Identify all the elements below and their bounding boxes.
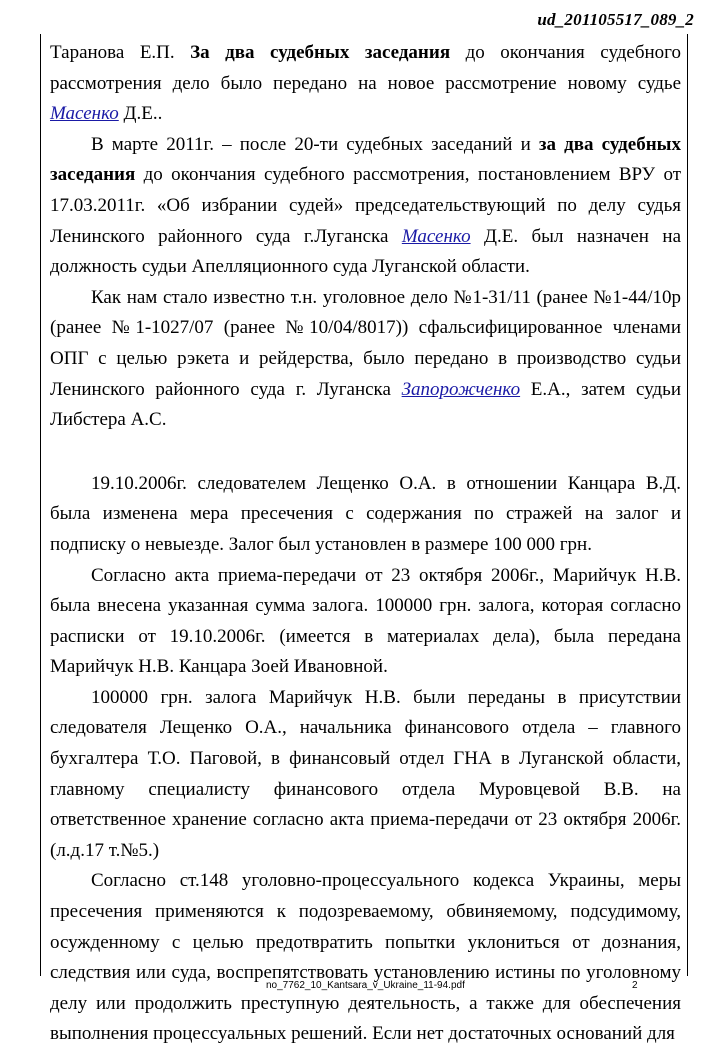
name-link[interactable]: Масенко bbox=[401, 225, 471, 247]
text-run: Как нам стало известно т.н. уголовное дело №1-31/11 (ранее №1-44/10р (ранее №1-1027/07 (ранее №10/04/8017)) сфальсифицированное членами ОПГ с целью рэкета и рейдерства, было передано в производство судьи Ленинского районного суда г. Луганска bbox=[50, 286, 681, 400]
name-link[interactable]: Запорожченко bbox=[401, 378, 521, 400]
text-run: Согласно ст.148 уголовно-процессуального кодекса Украины, меры пресечения применяются к подозреваемому, обвиняемому, подсудимому, осужденному с целью предотвратить попытки уклониться от дознания, следствия или суда, воспрепятствовать установлению истины по уголовному делу или продолжить преступную деятельность, а также для обеспечения выполнения процессуальных решений. Если нет достаточных оснований для bbox=[50, 870, 681, 1045]
paragraph bbox=[50, 469, 681, 561]
text-run: Согласно акта приема-передачи от 23 октября 2006г., Марийчук Н.В. была внесена указанная сумма залога. 100000 грн. залога, которая согласно расписки от 19.10.2006г. (имеется в материалах дела), была передана Марийчук Н.В. Канцара Зоей Ивановной. bbox=[50, 564, 681, 678]
text-run: до окончания судебного рассмотрения, постановлением ВРУ от 17.03.2011г. «Об избрании судей» председательствующий по делу судья Ленинского районного суда г.Луганска bbox=[50, 164, 681, 247]
paragraph bbox=[50, 561, 681, 683]
text-run: 100000 грн. залога Марийчук Н.В. были переданы в присутствии следователя Лещенко О.А., начальника финансового отдела – главного бухгалтера Т.О. Паговой, в финансовый отдел ГНА в Луганской области, главному специалисту финансового отдела Муровцевой В.В. на ответственное хранение согласно акта приема-передачи от 23 октября 2006г. (л.д.17 т.№5.) bbox=[50, 686, 681, 861]
paragraph bbox=[50, 283, 681, 436]
text-run: Е.А., затем судьи Либстера А.С. bbox=[50, 378, 681, 431]
document-id: ud_201105517_089_2 bbox=[537, 10, 694, 29]
text-run: 19.10.2006г. следователем Лещенко О.А. в отношении Канцара В.Д. была изменена мера пресечения с содержания по стражей на залог и подписку о невыезде. Залог был установлен в размере 100 000 грн. bbox=[50, 472, 681, 555]
paragraph bbox=[50, 130, 681, 283]
footer-page-number: 2 bbox=[632, 980, 638, 991]
paragraph bbox=[50, 38, 681, 130]
bold-phrase: за два судебных заседания bbox=[50, 133, 681, 186]
paragraph bbox=[50, 683, 681, 867]
text-run: до окончания судебного рассмотрения дело было передано на новое рассмотрение новому судье bbox=[50, 42, 681, 94]
text-run: Таранова Е.П. bbox=[50, 42, 191, 63]
bold-phrase: За два судебных заседания bbox=[190, 42, 451, 63]
paragraph bbox=[50, 866, 681, 1050]
text-run: Д.Е. был назначен на должность судьи Апелляционного суда Луганской области. bbox=[50, 225, 681, 278]
name-link[interactable]: Масенко bbox=[50, 103, 119, 125]
document-text bbox=[50, 38, 681, 1050]
text-run: Д.Е.. bbox=[118, 103, 163, 125]
text-run: В марте 2011г. – после 20-ти судебных заседаний и bbox=[91, 133, 539, 155]
footer-filename: no_7762_10_Kantsara_v_Ukraine_11-94.pdf bbox=[266, 980, 465, 991]
